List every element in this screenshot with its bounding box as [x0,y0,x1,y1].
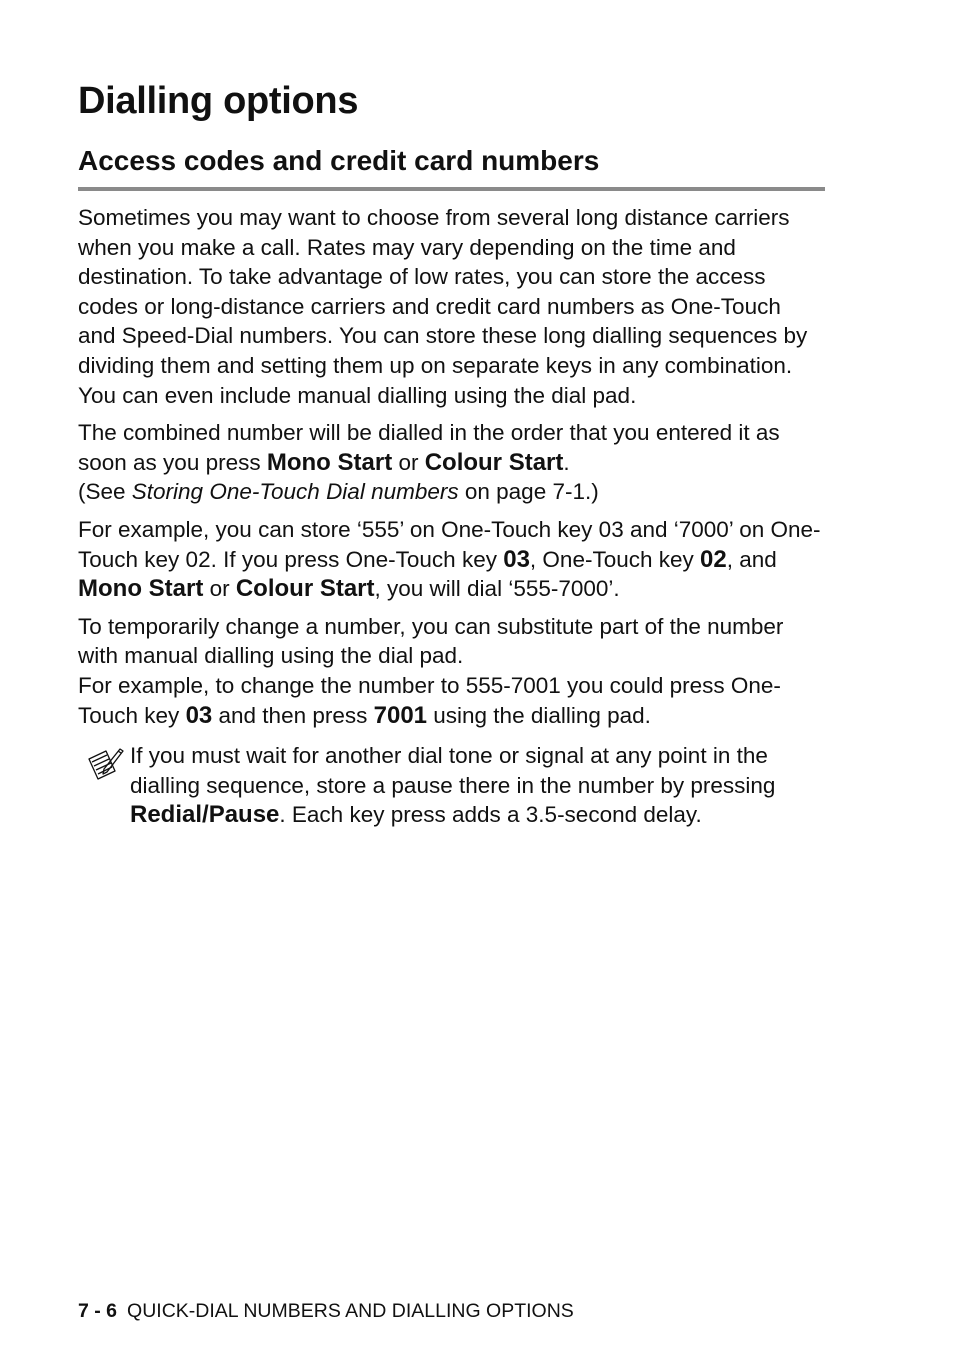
chapter-title: QUICK-DIAL NUMBERS AND DIALLING OPTIONS [127,1300,574,1322]
section-rule [78,187,825,191]
page-number: 7 - 6 [78,1300,118,1322]
paragraph-intro: Sometimes you may want to choose from several long distance carriers when you make a call. Rates may vary depending on the time and destination. To take advantage of low rates, you can store the access codes or long-distance carriers and credit card numbers as One-Touch and Speed-Dial numbers. You can store these long dialling sequences by dividing them and setting them up on separate keys in any combination. You can even include manual dialling using the dial pad. [78,205,808,408]
page-footer [78,1300,574,1323]
paragraph-temporary-change: To temporarily change a number, you can substitute part of the number with manual dialling using the dial pad. For example, to change the number to 555-7001 you could press One-Touch key 03 and then press 7001 using the dialling pad. [78,613,784,729]
paragraph-combined-number: The combined number will be dialled in the order that you entered it as soon as you press Mono Start or Colour Start. (See Storing One-Touch Dial numbers on page 7-1.) [78,420,780,505]
body-text [78,203,824,830]
key-mono-start: Mono Start [266,448,393,476]
key-colour-start: Colour Start [424,448,564,476]
note-pencil-icon [86,745,124,783]
note-text: If you must wait for another dial tone or signal at any point in the dialling sequence, store a pause there in the number by pressing Redial/Pause. Each key press adds a 3.5-second delay. [130,743,776,829]
note-box [78,741,824,830]
cross-reference: Storing One-Touch Dial numbers [131,479,459,505]
page-title: Dialling options [78,80,359,122]
key-redial-pause: Redial/Pause [130,801,280,829]
section-title: Access codes and credit card numbers [78,145,600,176]
key-mono-start: Mono Start [78,575,204,603]
paragraph-example: For example, you can store ‘555’ on One-Touch key 03 and ‘7000’ on One-Touch key 02. If you press One-Touch key 03, One-Touch key 02, and Mono Start or Colour Start, you will dial ‘555-7000’. [78,516,821,603]
key-colour-start: Colour Start [235,575,375,603]
